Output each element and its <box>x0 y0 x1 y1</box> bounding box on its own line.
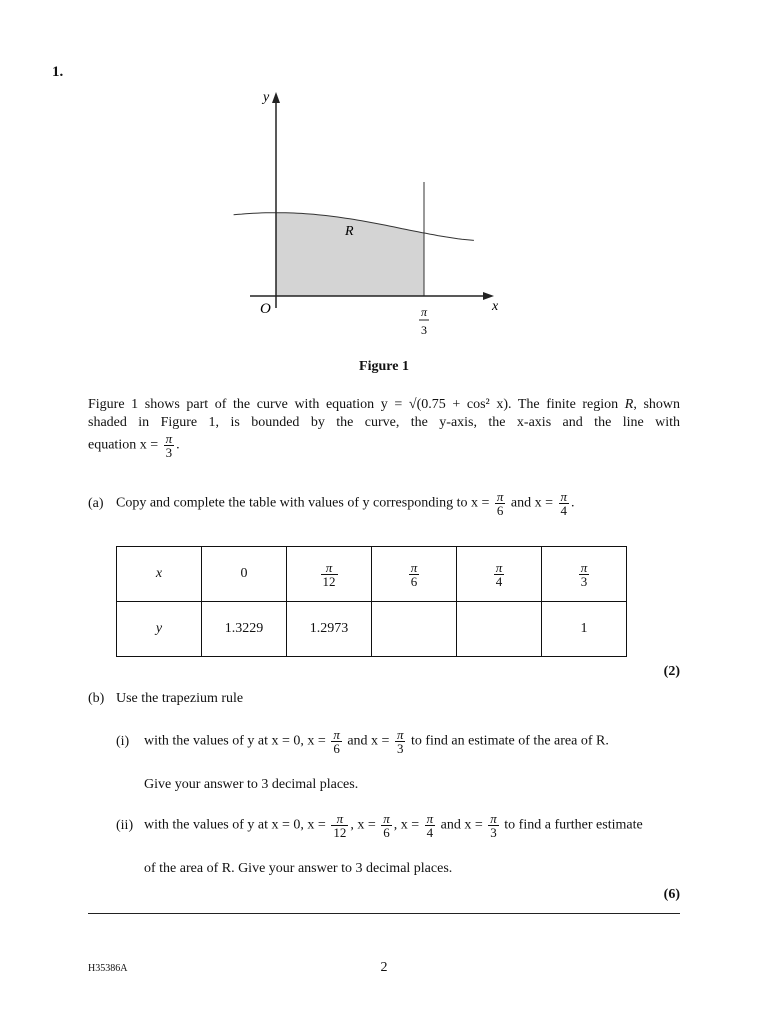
part-b-text: and x = <box>343 733 393 749</box>
fraction <box>164 432 175 459</box>
part-a-text: (a) Copy and complete the table with values of y corresponding to x = $\frac{\pi}{6}$ and x = $\frac{\pi}{4}$ . <box>88 489 575 518</box>
fraction-den: 3 <box>396 741 404 756</box>
part-b-text: with the values of y at x = 0, x = <box>144 733 330 749</box>
fraction-den: 4 <box>560 503 567 518</box>
table-cell: 0 <box>202 547 287 602</box>
table-cell: 1.2973 <box>287 602 372 657</box>
fraction-den: 6 <box>410 573 418 589</box>
fraction <box>559 490 570 517</box>
x-axis-label: x <box>492 299 499 314</box>
part-a-prompt: and x = <box>507 495 557 511</box>
table-header-x: x <box>117 547 202 602</box>
fraction-den: 6 <box>333 741 340 756</box>
fraction <box>494 561 505 588</box>
table-cell: 1.3229 <box>202 602 287 657</box>
intro-text: Figure 1 shows part of the curve with equation <box>88 397 381 412</box>
part-a-label: (a) <box>88 495 104 511</box>
part-b-text: with the values of y at x = 0, x = <box>144 817 330 833</box>
intro-text: equation x = <box>88 437 162 453</box>
part-b-text: , x = <box>350 817 380 833</box>
curve-equation: y = √(0.75 + cos² x) <box>380 397 508 412</box>
fraction-den: 6 <box>383 825 390 840</box>
part-b-ii-line-1 <box>116 812 680 839</box>
table-cell-blank[interactable] <box>457 602 542 657</box>
fraction-den: 3 <box>165 445 173 460</box>
fraction <box>331 812 348 839</box>
fraction-den: 12 <box>333 825 347 840</box>
tick-pi-over-3-num: π <box>420 305 428 319</box>
fraction-den: 12 <box>322 573 336 589</box>
table-cell <box>457 547 542 602</box>
fraction-den: 4 <box>426 825 434 840</box>
table-cell <box>542 547 627 602</box>
fraction-num: π <box>165 431 173 446</box>
fraction-num: π <box>580 559 588 575</box>
tick-pi-over-3-den: 3 <box>421 323 427 337</box>
part-b-i-line-2: Give your answer to 3 decimal places. <box>144 777 359 792</box>
fraction-num: π <box>496 489 504 504</box>
intro-line-2: shaded in Figure 1, is bounded by the curve, the y-axis, the x-axis and the line with <box>88 415 680 430</box>
intro-line-1 <box>88 396 680 414</box>
table-header-y: y <box>117 602 202 657</box>
footer-page-number: 2 <box>380 960 388 975</box>
part-b-i-line-1 <box>116 728 680 755</box>
figure-1-graph <box>220 84 510 346</box>
part-a-marks: (2) <box>663 664 680 679</box>
fraction-den: 4 <box>495 573 503 589</box>
fraction-num: π <box>426 811 434 826</box>
values-table <box>116 546 627 657</box>
fraction-num: π <box>490 811 497 826</box>
fraction <box>321 561 338 588</box>
part-b-intro-text: Use the trapezium rule <box>116 691 244 706</box>
part-b-intro <box>88 690 680 708</box>
figure-caption: Figure 1 <box>359 359 409 374</box>
table-cell-blank[interactable] <box>372 602 457 657</box>
fraction <box>579 561 590 588</box>
fraction <box>488 812 499 839</box>
origin-label: O <box>260 301 271 317</box>
fraction <box>395 728 406 755</box>
fraction <box>381 812 392 839</box>
fraction-num: π <box>333 727 340 742</box>
fraction <box>409 561 420 588</box>
intro-line-3: equation x = $\frac{\pi}{3}$ . <box>88 431 180 460</box>
part-b-text: to find a further estimate <box>500 817 643 833</box>
fraction-num: π <box>331 812 348 826</box>
fraction-num: π <box>410 559 418 575</box>
fraction-den: 6 <box>496 503 504 518</box>
footer-paper-code: H35386A <box>88 963 128 974</box>
fraction-num: π <box>383 811 390 826</box>
intro-text: . The finite region <box>508 397 625 412</box>
y-axis-label: y <box>263 90 270 105</box>
part-b-text: , x = <box>393 817 423 833</box>
fraction-den: 3 <box>490 825 497 840</box>
part-b-ii-label: (ii) <box>116 817 134 833</box>
y-axis-arrow <box>272 92 280 103</box>
fraction <box>425 812 436 839</box>
fraction-num: π <box>495 559 503 575</box>
fraction-num: π <box>396 727 404 742</box>
fraction-den: 3 <box>580 573 588 589</box>
table-cell <box>287 547 372 602</box>
part-b-i-label: (i) <box>116 733 130 749</box>
part-b-marks: (6) <box>663 887 680 902</box>
fraction-num: π <box>560 489 568 504</box>
region-ref: R <box>624 397 634 412</box>
fraction <box>495 490 506 517</box>
part-a-prompt: Copy and complete the table with values of y corresponding to x = <box>116 495 493 511</box>
table-cell <box>372 547 457 602</box>
table-cell: 1 <box>542 602 627 657</box>
part-b-ii-line-2: of the area of R. Give your answer to 3 decimal places. <box>144 861 453 876</box>
question-number: 1. <box>52 64 64 80</box>
table-row-x <box>117 547 627 602</box>
divider-rule <box>88 913 680 914</box>
intro-text: , shown <box>633 397 680 412</box>
fraction <box>331 728 342 755</box>
fraction-num: π <box>321 561 338 575</box>
part-b-text: and x = <box>437 817 487 833</box>
part-b-label: (b) <box>88 691 105 706</box>
part-b-text: to find an estimate of the area of R. <box>407 733 609 749</box>
region-label: R <box>345 224 354 239</box>
table-row-y <box>117 602 627 657</box>
